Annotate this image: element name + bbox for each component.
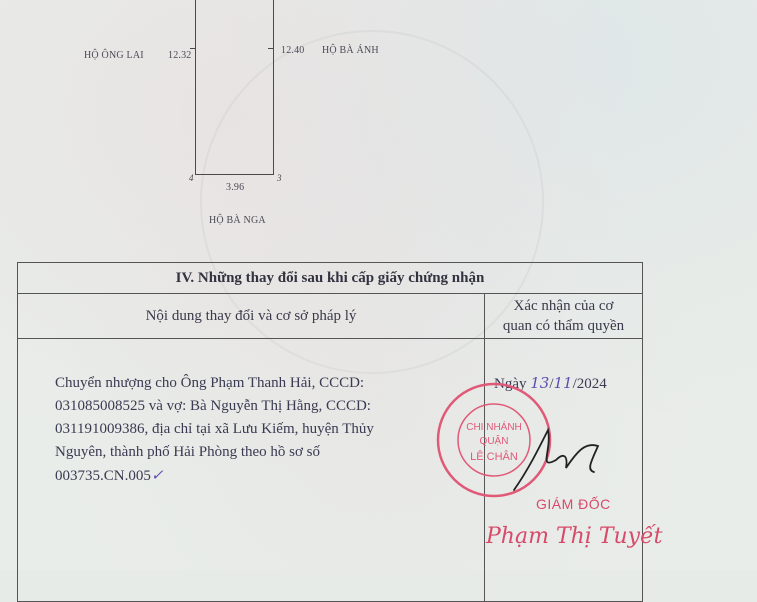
plot-left-edge [195, 0, 196, 174]
content-line: Nguyên, thành phố Hải Phòng theo hồ sơ số [55, 444, 320, 460]
content-column-header: Nội dung thay đổi và cơ sở pháp lý [18, 294, 485, 339]
signature-scribble [508, 420, 608, 500]
date-year: 2024 [576, 376, 607, 392]
left-measure: 12.32 [168, 50, 192, 61]
section-title: IV. Những thay đổi sau khi cấp giấy chứng nhận [18, 263, 643, 294]
left-tick [190, 48, 196, 49]
confirmation-header-line2: quan có thẩm quyền [502, 318, 625, 334]
right-tick [268, 48, 274, 49]
change-content [19, 340, 483, 488]
date-prefix: Ngày [494, 376, 527, 392]
stamp-line3: LÊ CHÂN [470, 451, 518, 463]
date-day: 13 [530, 374, 550, 392]
confirmation-header-line1: Xác nhận của cơ [513, 298, 614, 314]
confirmation-date: Ngày 13/11/2024 [494, 374, 607, 392]
plot-bottom-edge [195, 174, 274, 175]
corner-4: 4 [189, 173, 194, 183]
stamp-line2: QUẬN [479, 436, 509, 447]
content-line: 031085008525 và vợ: Bà Nguyễn Thị Hằng, CCCD: [55, 398, 371, 414]
content-line [55, 464, 473, 488]
date-month: 11 [553, 374, 573, 392]
right-measure: 12.40 [281, 45, 305, 56]
left-neighbor-label: HỘ ÔNG LAI [84, 50, 144, 61]
director-title: GIÁM ĐỐC [536, 496, 611, 512]
content-line: Chuyển nhượng cho Ông Phạm Thanh Hải, CCCD: [55, 375, 365, 391]
stamp-line1: CHI NHÁNH [466, 422, 522, 433]
bottom-neighbor-label: HỘ BÀ NGA [209, 215, 266, 226]
corner-3: 3 [277, 173, 282, 183]
right-neighbor-label: HỘ BÀ ÁNH [322, 45, 379, 56]
confirmation-column-header [485, 294, 643, 339]
content-line: 031191009386, địa chỉ tại xã Lưu Kiếm, huyện Thủy [55, 421, 374, 437]
change-content-cell [18, 339, 485, 602]
plot-right-edge [273, 0, 274, 174]
check-mark: ✓ [150, 466, 164, 484]
bottom-measure: 3.96 [226, 182, 245, 193]
file-number: 003735.CN.005 [55, 468, 151, 484]
signer-name: Phạm Thị Tuyết [486, 524, 663, 549]
